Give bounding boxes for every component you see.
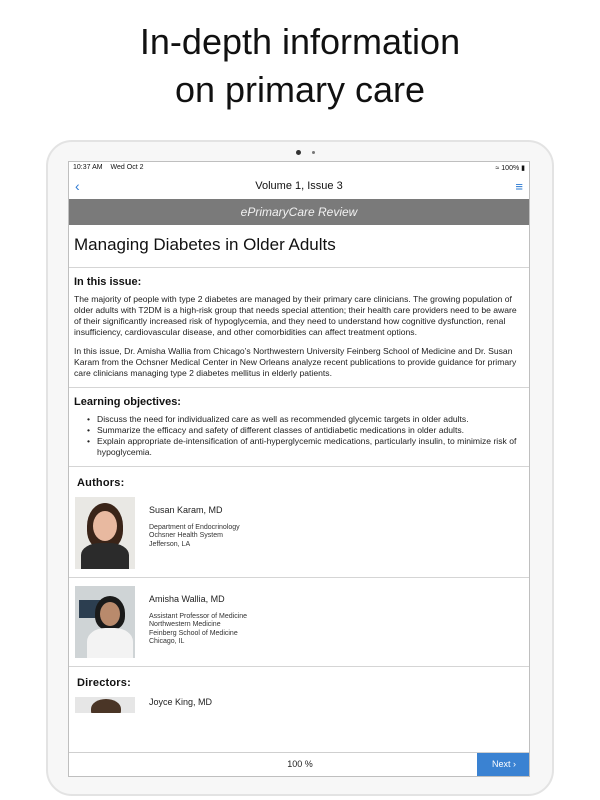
author-affiliation-line: Ochsner Health System <box>149 532 223 540</box>
objective-item: • Discuss the need for individualized care as well as recommended glycemic targets in older adults. <box>87 414 525 425</box>
navigation-bar <box>69 173 529 199</box>
chevron-right-icon: › <box>513 759 517 769</box>
article-content <box>69 225 529 716</box>
divider <box>69 577 529 578</box>
director-card <box>75 697 523 716</box>
objective-item: • Summarize the efficacy and safety of different classes of antidiabetic medications in older adults. <box>87 425 525 436</box>
author-name: Amisha Wallia, MD <box>149 594 225 604</box>
zoom-level: 100 % <box>287 759 313 769</box>
divider <box>69 666 529 667</box>
wifi-icon: ≈ <box>495 164 500 172</box>
divider <box>69 466 529 467</box>
objectives-list <box>73 414 525 458</box>
issue-title: Volume 1, Issue 3 <box>255 180 343 192</box>
headline-line-2: on primary care <box>174 69 426 110</box>
headline-line-1: In-depth information <box>139 21 461 62</box>
objective-item: • Explain appropriate de-intensification of anti-hyperglycemic medications, particularly insulin, to minimize risk of hypoglycemia. <box>87 436 525 458</box>
hamburger-menu-icon[interactable]: ≡ <box>515 178 523 194</box>
brand-title: ePrimaryCare Review <box>240 205 358 219</box>
camera-dot <box>296 150 301 155</box>
author-affiliation-line: Chicago, IL <box>149 638 185 646</box>
in-this-issue-heading: In this issue: <box>74 276 142 288</box>
status-bar <box>69 162 529 173</box>
status-time: 10:37 AM <box>73 164 103 171</box>
divider <box>69 267 529 268</box>
authors-paragraph: In this issue, Dr. Amisha Wallia from Chicago’s Northwestern University Feinberg School of Medicine and Dr. Susan Karam from the Ochsner Medical Center in New Orleans analyze recent publications to provide guidance for primary care clinicians managing type 2 diabetes mellitus in elderly patients. <box>74 346 517 378</box>
chevron-left-icon[interactable]: ‹ <box>75 178 80 194</box>
director-photo <box>75 697 135 713</box>
authors-heading: Authors: <box>77 477 125 489</box>
app-screen <box>68 161 530 777</box>
divider <box>69 387 529 388</box>
marketing-headline <box>0 18 600 114</box>
next-button-label: Next <box>491 759 511 769</box>
author-card <box>75 586 523 658</box>
directors-heading: Directors: <box>77 677 131 689</box>
author-photo <box>75 586 135 658</box>
article-title: Managing Diabetes in Older Adults <box>74 235 336 254</box>
author-name: Susan Karam, MD <box>149 505 223 515</box>
author-affiliation-line: Jefferson, LA <box>149 540 191 548</box>
intro-paragraph: The majority of people with type 2 diabetes are managed by their primary care clinicians. The growing population of older adults with T2DM is a high-risk group that needs special attention; their health care providers need to be aware of their significantly increased risk of hypoglycemia, and they need to understand how cognitive dysfunction, renal insufficiency, cardiovascular disease, and other comorbidities can affect treatment options. <box>74 294 517 337</box>
battery-icon: ▮ <box>521 164 525 172</box>
author-photo <box>75 497 135 569</box>
status-date: Wed Oct 2 <box>110 164 144 171</box>
reader-footer <box>69 752 530 776</box>
battery-percent: 100% <box>501 164 520 172</box>
author-affiliation-line: Northwestern Medicine <box>149 621 221 629</box>
author-affiliation-line: Department of Endocrinology <box>149 524 240 531</box>
author-affiliation-line: Feinberg School of Medicine <box>149 629 238 637</box>
objectives-heading: Learning objectives: <box>74 396 181 408</box>
author-card <box>75 497 523 569</box>
director-name: Joyce King, MD <box>149 697 213 707</box>
next-button[interactable] <box>477 753 530 776</box>
sensor-dot <box>312 151 315 154</box>
brand-bar <box>69 199 529 225</box>
author-affiliation-line: Assistant Professor of Medicine <box>149 613 248 620</box>
